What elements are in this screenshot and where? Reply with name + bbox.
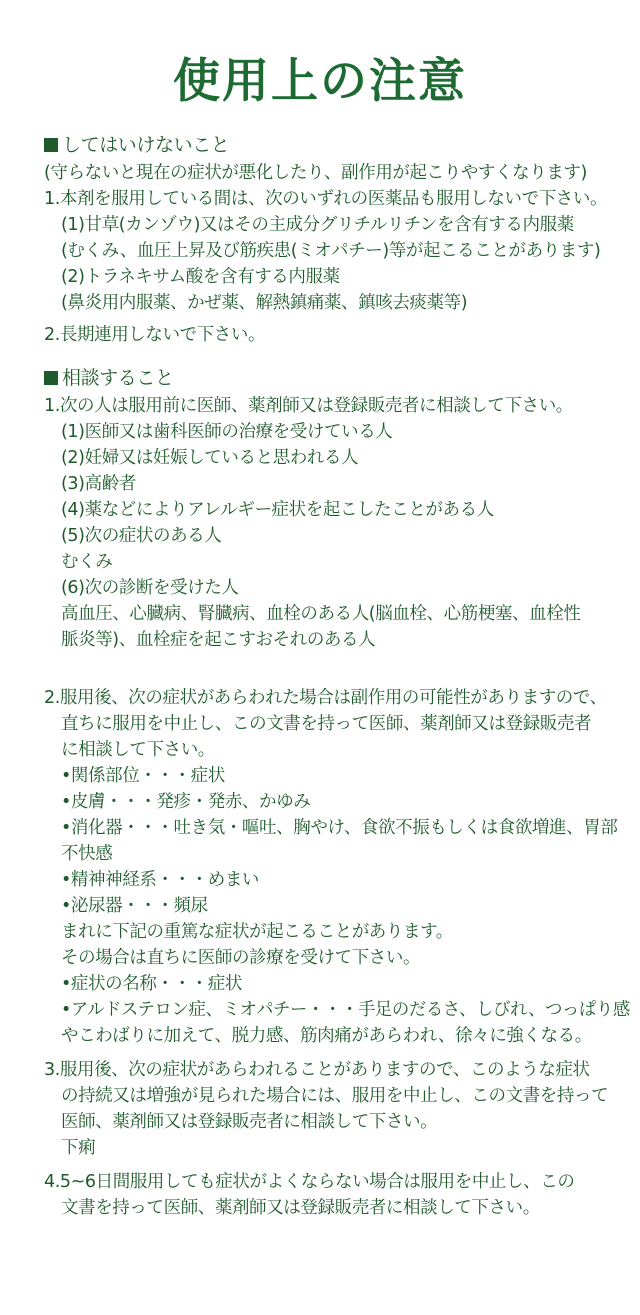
section2-item-1-sub-3: (3)高齢者 <box>61 474 136 494</box>
section1-heading-text: してはいけないこと <box>62 134 230 156</box>
section2-item-3-symptom: 下痢 <box>61 1138 96 1158</box>
section2-item-1-sub-2: (2)妊婦又は妊娠していると思われる人 <box>61 448 359 468</box>
square-bullet-icon <box>44 371 58 385</box>
section2-item-1-sub-6: (6)次の診断を受けた人 <box>61 578 239 598</box>
section2-item-1-sub-6-detail: 高血圧、心臓病、腎臓病、血栓のある人(脳血栓、心筋梗塞、血栓性 <box>61 604 581 624</box>
section1-item-2: 2.長期連用しないで下さい。 <box>44 325 266 345</box>
section2-heading-text: 相談すること <box>62 367 174 389</box>
section1-item-1-sub-2-note: (鼻炎用内服薬、かぜ薬、解熱鎮痛薬、鎮咳去痰薬等) <box>61 293 468 313</box>
page-title: 使用上の注意 <box>173 54 467 109</box>
section2-item-3-cont-2: 医師、薬剤師又は登録販売者に相談して下さい。 <box>61 1112 438 1132</box>
section2-heading <box>44 366 174 390</box>
section2-item-2-serious-bullet-cont: やこわばりに加えて、脱力感、筋肉痛があらわれ、徐々に強くなる。 <box>61 1026 592 1046</box>
section2-item-1-sub-6-detail-cont: 脈炎等)、血栓症を起こすおそれのある人 <box>61 630 376 650</box>
section1-item-1-sub-1: (1)甘草(カンゾウ)又はその主成分グリチルリチンを含有する内服薬 <box>61 215 574 235</box>
section2-item-4: 4.5~6日間服用しても症状がよくならない場合は服用を中止し、この <box>44 1172 575 1192</box>
section2-item-2-cont-2: に相談して下さい。 <box>61 740 215 760</box>
section2-item-2-serious-bullet: •アルドステロン症、ミオパチー・・・手足のだるさ、しびれ、つっぱり感 <box>61 1000 630 1020</box>
section1-item-1-sub-2: (2)トラネキサム酸を含有する内服薬 <box>61 267 340 287</box>
section2-item-3-cont-1: の持続又は増強が見られた場合には、服用を中止し、この文書を持って <box>61 1086 609 1106</box>
section1-note: (守らないと現在の症状が悪化したり、副作用が起こりやすくなります) <box>44 163 587 183</box>
section2-item-2-bullet-skin: •皮膚・・・発疹・発赤、かゆみ <box>61 792 311 812</box>
section2-item-1: 1.次の人は服用前に医師、薬剤師又は登録販売者に相談して下さい。 <box>44 396 573 416</box>
section1-heading <box>44 133 229 157</box>
section2-item-2-serious-note-cont: その場合は直ちに医師の診療を受けて下さい。 <box>61 948 421 968</box>
section2-item-1-sub-1: (1)医師又は歯科医師の治療を受けている人 <box>61 422 393 442</box>
section2-item-2-bullet-header: •関係部位・・・症状 <box>61 766 225 786</box>
section2-item-1-sub-4: (4)薬などによりアレルギー症状を起こしたことがある人 <box>61 500 494 520</box>
section2-item-3: 3.服用後、次の症状があらわれることがありますので、このような症状 <box>44 1060 590 1080</box>
section2-item-1-sub-5-detail: むくみ <box>61 552 113 572</box>
section2-item-2-serious-header: •症状の名称・・・症状 <box>61 974 242 994</box>
section2-item-2-bullet-digestive: •消化器・・・吐き気・嘔吐、胸やけ、食欲不振もしくは食欲増進、胃部 <box>61 818 618 838</box>
square-bullet-icon <box>44 138 58 152</box>
section2-item-1-sub-5: (5)次の症状のある人 <box>61 526 222 546</box>
section2-item-2-bullet-urinary: •泌尿器・・・頻尿 <box>61 896 208 916</box>
section2-item-2-bullet-nervous: •精神神経系・・・めまい <box>61 870 260 890</box>
section2-item-4-cont: 文書を持って医師、薬剤師又は登録販売者に相談して下さい。 <box>61 1198 540 1218</box>
section2-item-2-bullet-digestive-cont: 不快感 <box>61 844 113 864</box>
section2-item-2: 2.服用後、次の症状があらわれた場合は副作用の可能性がありますので、 <box>44 688 607 708</box>
section1-item-1: 1.本剤を服用している間は、次のいずれの医薬品も服用しないで下さい。 <box>44 189 608 209</box>
section1-item-1-sub-1-note: (むくみ、血圧上昇及び筋疾患(ミオパチー)等が起こることがあります) <box>61 241 601 261</box>
section2-item-2-cont-1: 直ちに服用を中止し、この文書を持って医師、薬剤師又は登録販売者 <box>61 714 592 734</box>
section2-item-2-serious-note: まれに下記の重篤な症状が起こることがあります。 <box>61 922 453 942</box>
